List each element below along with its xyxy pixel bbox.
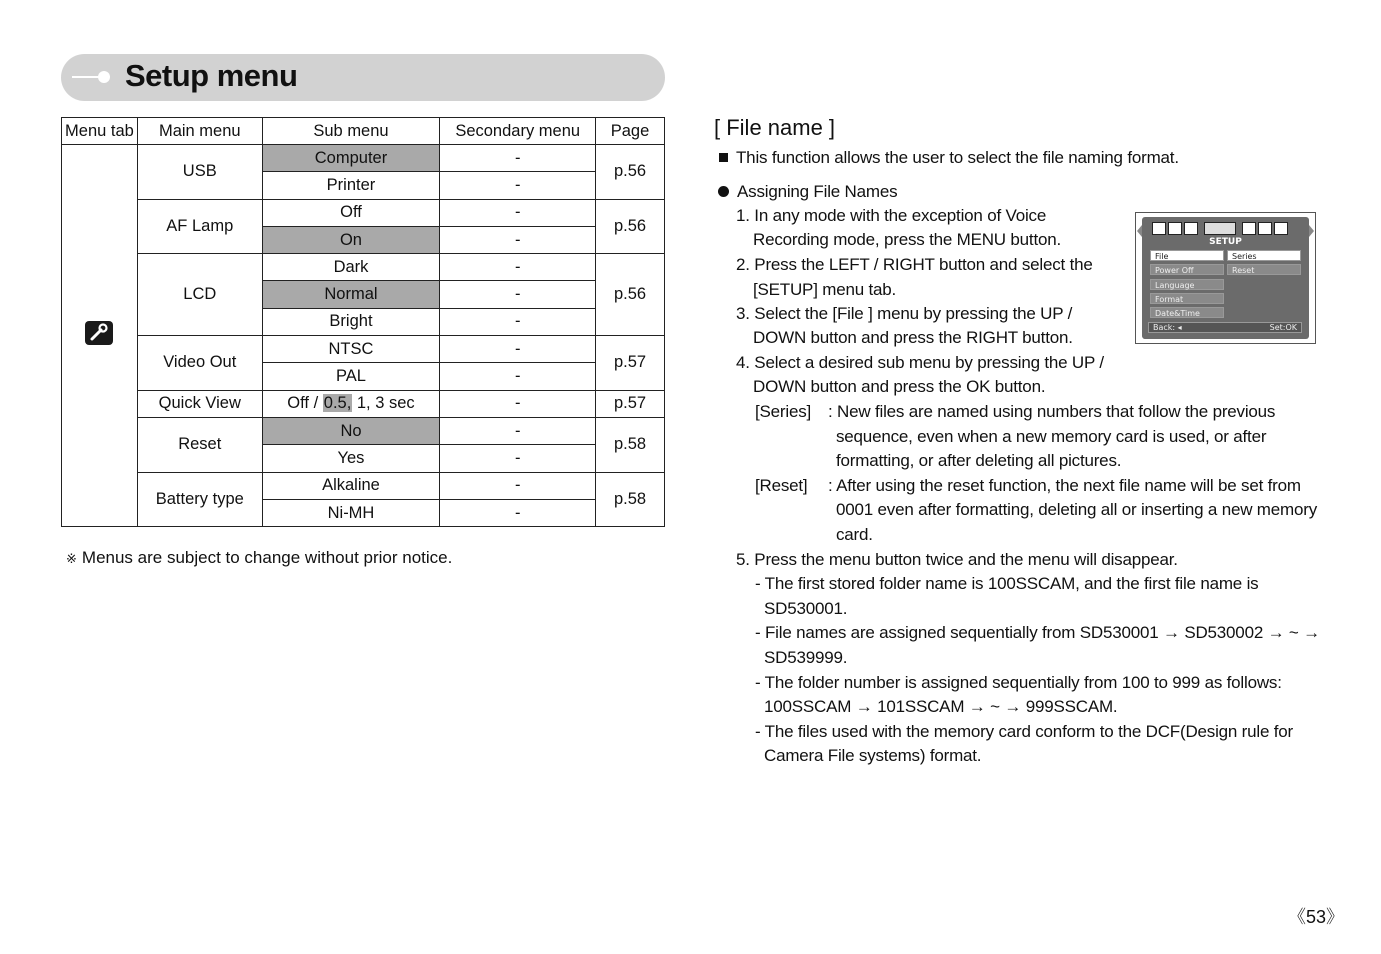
page-cell: p.57 [596,336,665,391]
sub-menu-cell: Printer [262,172,440,199]
arrow-right-icon [1309,225,1314,237]
note-line: 100SSCAM → 101SSCAM → ~ → 999SSCAM. [764,697,1118,716]
step-line: 3. Select the [File ] menu by pressing the UP / [736,304,1073,323]
secondary-menu-cell: - [440,254,596,281]
series-desc-line: formatting, or after deleting all pictures. [836,451,1122,470]
camera-footer [1148,322,1302,333]
note-line: - File names are assigned sequentially from SD530001 → SD530002 → ~ → [755,623,1320,642]
col-header-menu-tab: Menu tab [62,118,138,145]
quick-view-after: 1, 3 sec [352,394,415,413]
reset-desc-line: card. [836,525,873,544]
camera-tab-bar [1152,222,1288,236]
series-desc-line: : New files are named using numbers that follow the previous [828,402,1276,421]
sub-menu-cell: Yes [262,445,440,472]
wrench-icon [85,321,113,345]
step-5-line: 5. Press the menu button twice and the menu will disappear. [736,550,1178,569]
camera-screen-illustration [1135,212,1316,344]
reset-desc-line: : After using the reset function, the next file name will be set from [828,476,1301,495]
page-cell: p.56 [596,199,665,254]
secondary-menu-cell: - [440,499,596,526]
table-header-row [62,118,665,145]
camera-menu-item: Date&Time [1150,307,1224,318]
col-header-secondary-menu: Secondary menu [440,118,596,145]
table-row [62,145,665,172]
table-row [62,417,665,444]
series-label: [Series] [755,402,812,421]
table-row [62,390,665,417]
note-line: - The first stored folder name is 100SSCAM, and the first file name is [755,574,1259,593]
camera-set-label: Set:OK [1269,323,1297,332]
section-title: [ File name ] [714,115,836,140]
secondary-menu-cell: - [440,199,596,226]
grid-icon [1274,222,1288,235]
col-header-page: Page [596,118,665,145]
page-cell: p.58 [596,472,665,527]
secondary-menu-cell: - [440,172,596,199]
secondary-menu-cell: - [440,308,596,335]
assign-heading-line [718,180,897,205]
assign-heading: Assigning File Names [737,182,898,201]
col-header-main-menu: Main menu [137,118,262,145]
arrow-left-icon [1137,225,1142,237]
table-row [62,336,665,363]
footnote [66,548,452,568]
quick-view-selected: 0.5, [323,394,352,413]
page-cell: p.56 [596,254,665,336]
user-icon [1242,222,1256,235]
table-row [62,254,665,281]
sub-menu-cell: Off [262,199,440,226]
main-menu-battery-type: Battery type [137,472,262,527]
secondary-menu-cell: - [440,390,596,417]
series-desc-line: sequence, even when a new memory card is used, or after [836,427,1267,446]
note-line: - The files used with the memory card conform to the DCF(Design rule for [755,722,1293,741]
reference-mark-icon: ※ [66,551,77,566]
table-row [62,199,665,226]
secondary-menu-cell: - [440,417,596,444]
main-menu-video-out: Video Out [137,336,262,391]
secondary-menu-cell: - [440,226,596,253]
note-line: - The folder number is assigned sequentially from 100 to 999 as follows: [755,673,1282,692]
back-arrow-icon: ◂ [1177,323,1182,332]
step-line: Recording mode, press the MENU button. [753,230,1061,249]
page-title: Setup menu [125,58,298,93]
note-line: SD539999. [764,648,848,667]
sub-menu-cell: Computer [262,145,440,172]
circle-bullet-icon [718,186,729,197]
intro-text: This function allows the user to select the file naming format. [736,148,1179,167]
camera-menu-item: Format [1150,293,1224,304]
camera-sub-item: Reset [1227,264,1301,275]
setup-wrench-icon [1204,222,1236,235]
sub-menu-cell: PAL [262,363,440,390]
col-header-sub-menu: Sub menu [262,118,440,145]
sub-menu-cell: Normal [262,281,440,308]
step-line: 4. Select a desired sub menu by pressing the UP / [736,353,1104,372]
sub-menu-cell: Dark [262,254,440,281]
step-line: DOWN button and press the RIGHT button. [753,328,1073,347]
reset-desc-line: 0001 even after formatting, deleting all or inserting a new memory [836,500,1318,519]
sub-menu-cell: Alkaline [262,472,440,499]
main-menu-reset: Reset [137,417,262,472]
sub-menu-cell: No [262,417,440,444]
main-menu-af-lamp: AF Lamp [137,199,262,254]
step-line: [SETUP] menu tab. [753,280,897,299]
title-decor-dot [98,71,110,83]
camera-back-label: Back: ◂ [1153,323,1182,332]
secondary-menu-cell: - [440,336,596,363]
secondary-menu-cell: - [440,445,596,472]
main-menu-usb: USB [137,145,262,200]
page-number: 《53》 [1288,907,1345,927]
main-menu-quick-view: Quick View [137,390,262,417]
note-line: SD530001. [764,599,848,618]
footnote-text: Menus are subject to change without prior notice. [81,548,453,567]
page-cell: p.56 [596,145,665,200]
sub-menu-cell: NTSC [262,336,440,363]
note-line: Camera File systems) format. [764,746,982,765]
sub-menu-cell: On [262,226,440,253]
menu-tab-cell [62,145,138,527]
frame-icon [1184,222,1198,235]
camera-menu-item: Language [1150,279,1224,290]
effect-icon [1168,222,1182,235]
camera-lcd [1142,217,1309,339]
sound-icon [1258,222,1272,235]
step-line: DOWN button and press the OK button. [753,377,1046,396]
reset-label: [Reset] [755,476,808,495]
secondary-menu-cell: - [440,472,596,499]
step-line: 1. In any mode with the exception of Voice [736,206,1047,225]
page-cell: p.58 [596,417,665,472]
camera-menu-item: File [1150,250,1224,261]
sub-menu-cell: Bright [262,308,440,335]
intro-line [719,146,1179,171]
camera-menu-item: Power Off [1150,264,1224,275]
page-cell: p.57 [596,390,665,417]
square-bullet-icon [719,153,728,162]
quick-view-before: Off / [287,394,323,413]
camera-sub-item: Series [1227,250,1301,261]
camera-tab-title: SETUP [1209,237,1242,247]
step-line: 2. Press the LEFT / RIGHT button and select the [736,255,1093,274]
setup-menu-table [61,117,665,527]
secondary-menu-cell: - [440,145,596,172]
secondary-menu-cell: - [440,281,596,308]
secondary-menu-cell: - [440,363,596,390]
sub-menu-quick-view [262,390,440,417]
table-row [62,472,665,499]
main-menu-lcd: LCD [137,254,262,336]
sub-menu-cell: Ni-MH [262,499,440,526]
camera-mode-icon [1152,222,1166,235]
